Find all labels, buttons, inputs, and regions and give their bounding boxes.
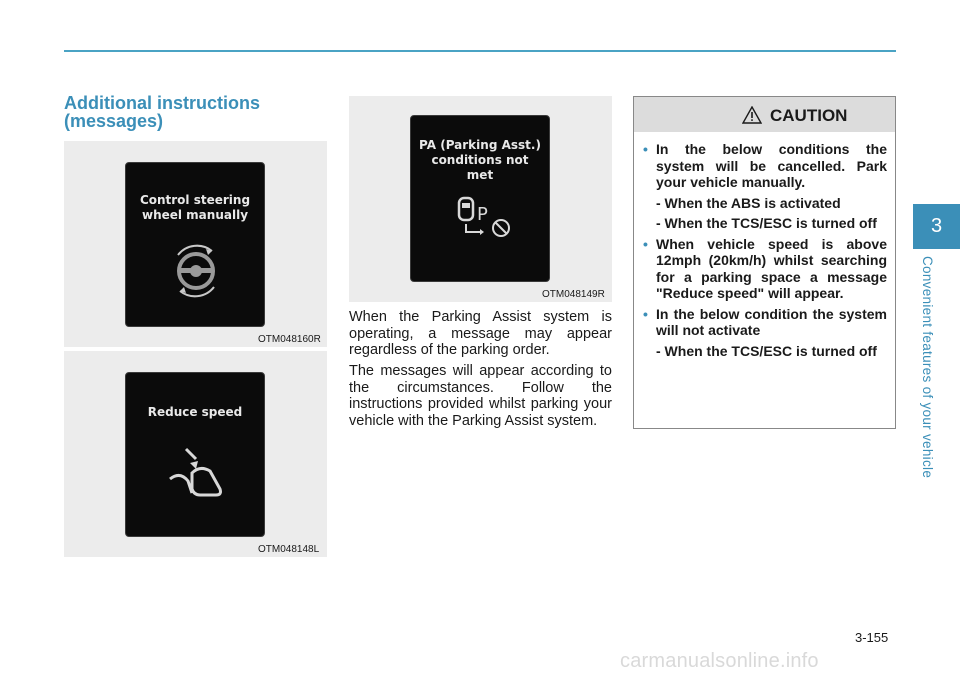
cluster-screen <box>125 162 265 327</box>
brake-pedal-foot-icon <box>164 443 230 503</box>
chapter-number: 3 <box>930 215 943 237</box>
caution-bullet <box>643 306 887 339</box>
figure-code: OTM048148L <box>258 544 320 555</box>
bullet-dot-icon: • <box>643 141 648 157</box>
caution-title: CAUTION <box>770 106 848 125</box>
parking-assist-unavailable-icon <box>455 194 515 242</box>
section-heading <box>64 94 334 130</box>
figure-pa-conditions <box>349 96 612 302</box>
caution-bullet <box>643 236 887 302</box>
screen-message: Control steering wheel manually <box>139 193 251 222</box>
top-rule <box>64 50 896 52</box>
figure-code: OTM048149R <box>542 289 605 300</box>
caution-bullet-text: In the below conditions the system will be cancelled. Park your vehicle manually. <box>656 141 887 190</box>
section-heading-line1: Additional instructions <box>64 93 260 113</box>
screen-message: Reduce speed <box>147 405 243 419</box>
body-paragraph: When the Parking Assist system is operating, a message may appear regardless of the parking order. <box>349 309 612 358</box>
caution-bullet-text: In the below condition the system will not activate <box>656 305 887 338</box>
chapter-tab <box>913 204 960 249</box>
screen-message: PA (Parking Asst.) conditions not met <box>419 138 541 182</box>
chapter-title <box>919 256 941 496</box>
section-heading-line2: (messages) <box>64 111 164 131</box>
figure-reduce-speed <box>64 351 327 557</box>
warning-triangle-icon <box>742 106 762 124</box>
cluster-screen <box>125 372 265 537</box>
caution-subitem: - When the TCS/ESC is turned off <box>656 215 877 231</box>
caution-subitem: - When the TCS/ESC is turned off <box>656 342 877 359</box>
caution-body <box>643 141 887 359</box>
caution-bullet-text: When vehicle speed is above 12mph (20km/h) whilst searching for a parking space a message "Reduce speed" will appear. <box>656 235 887 301</box>
figure-code: OTM048160R <box>258 334 321 345</box>
bullet-dot-icon: • <box>643 235 648 252</box>
page-number: 3-155 <box>855 630 889 645</box>
steering-wheel-rotate-icon <box>166 241 226 301</box>
svg-text:P: P <box>477 204 488 225</box>
caution-bullet <box>643 141 887 191</box>
body-paragraph: The messages will appear according to the circumstances. Follow the instructions provided whilst parking your vehicle with the Parking Assist system. <box>349 363 612 429</box>
caution-header <box>634 97 895 132</box>
chapter-title-text: Convenient features of your vehicle <box>920 256 935 479</box>
watermark: carmanualsonline.info <box>620 650 819 672</box>
bullet-dot-icon: • <box>643 305 648 322</box>
cluster-screen <box>410 115 550 282</box>
caution-box <box>633 96 896 429</box>
caution-subitem: - When the ABS is activated <box>656 194 841 211</box>
figure-control-steering <box>64 141 327 347</box>
